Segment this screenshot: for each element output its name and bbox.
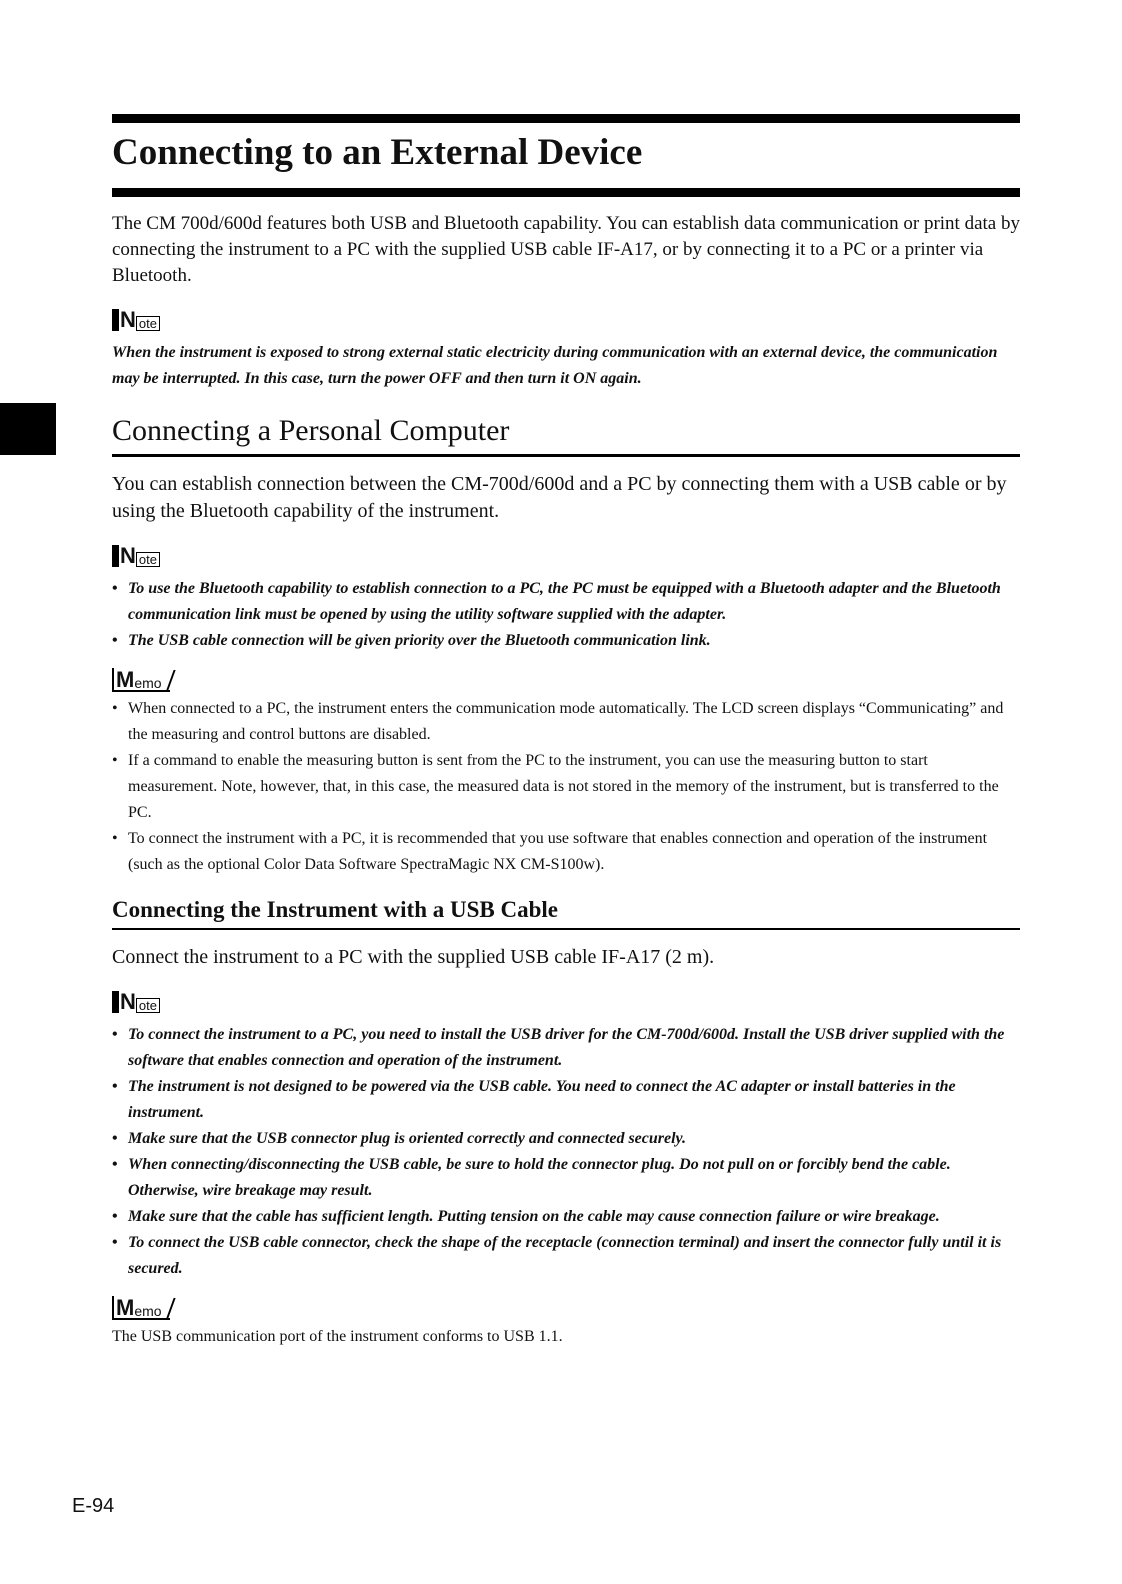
list-item: • The instrument is not designed to be powered via the USB cable. You need to connect the AC adapter or install batteries in the instrument. xyxy=(112,1074,1020,1126)
list-item: • If a command to enable the measuring button is sent from the PC to the instrument, you can use the measuring button to start measurement. Note, however, that, in this case, the measured data is not stored in the memory of the instrument, but is transferred to the PC. xyxy=(112,748,1020,826)
page-number: E-94 xyxy=(72,1495,115,1517)
page-title: Connecting to an External Device xyxy=(112,132,643,173)
note-icon: N ote xyxy=(112,309,160,331)
memo-icon: M emo xyxy=(112,668,170,692)
section-heading-pc: Connecting a Personal Computer xyxy=(112,413,510,447)
usb-notes-list xyxy=(112,1022,1020,1282)
list-item: • When connecting/disconnecting the USB cable, be sure to hold the connector plug. Do not pull on or forcibly bend the cable. Otherwise, wire breakage may result. xyxy=(112,1152,1020,1204)
chapter-tab-marker xyxy=(0,403,56,455)
title-rule-top xyxy=(112,114,1020,123)
list-item: • The USB cable connection will be given priority over the Bluetooth communication link. xyxy=(112,628,1020,654)
usb-memo-text: The USB communication port of the instrument conforms to USB 1.1. xyxy=(112,1327,563,1345)
list-item: • Make sure that the cable has sufficient length. Putting tension on the cable may cause connection failure or wire breakage. xyxy=(112,1204,1020,1230)
note-icon: N ote xyxy=(112,991,160,1013)
note-static-electricity: When the instrument is exposed to strong external static electricity during communication with an external device, the communication may be interrupted. In this case, turn the power OFF and then turn it ON again. xyxy=(112,343,998,387)
section-heading-usb: Connecting the Instrument with a USB Cable xyxy=(112,897,558,923)
note-icon: N ote xyxy=(112,545,160,567)
list-item: • To connect the instrument to a PC, you need to install the USB driver for the CM-700d/600d. Install the USB driver supplied with the software that enables connection and operation of the instrument. xyxy=(112,1022,1020,1074)
title-rule-bottom xyxy=(112,188,1020,197)
pc-body-paragraph: You can establish connection between the CM-700d/600d and a PC by connecting them with a USB cable or by using the Bluetooth capability of the instrument. xyxy=(112,473,1007,523)
list-item: • To use the Bluetooth capability to establish connection to a PC, the PC must be equipped with a Bluetooth adapter and the Bluetooth communication link must be opened by using the utility software supplied with the adapter. xyxy=(112,576,1020,628)
pc-notes-list xyxy=(112,576,1020,654)
page-content xyxy=(112,114,1020,1350)
list-item: • To connect the instrument with a PC, it is recommended that you use software that enables connection and operation of the instrument (such as the optional Color Data Software SpectraMagic NX CM-S100w). xyxy=(112,826,1020,878)
section-rule-pc xyxy=(112,454,1020,457)
section-rule-usb xyxy=(112,928,1020,930)
list-item: • Make sure that the USB connector plug is oriented correctly and connected securely. xyxy=(112,1126,1020,1152)
memo-icon: M emo xyxy=(112,1296,170,1320)
pc-memos-list xyxy=(112,696,1020,878)
intro-paragraph: The CM 700d/600d features both USB and Bluetooth capability. You can establish data communication or print data by connecting the instrument to a PC with the supplied USB cable IF-A17, or by connecting it to a PC or a printer via Bluetooth. xyxy=(112,212,1020,286)
usb-body-paragraph: Connect the instrument to a PC with the supplied USB cable IF-A17 (2 m). xyxy=(112,945,715,968)
list-item: • To connect the USB cable connector, check the shape of the receptacle (connection terminal) and insert the connector fully until it is secured. xyxy=(112,1230,1020,1282)
list-item: • When connected to a PC, the instrument enters the communication mode automatically. The LCD screen displays “Communicating” and the measuring and control buttons are disabled. xyxy=(112,696,1020,748)
